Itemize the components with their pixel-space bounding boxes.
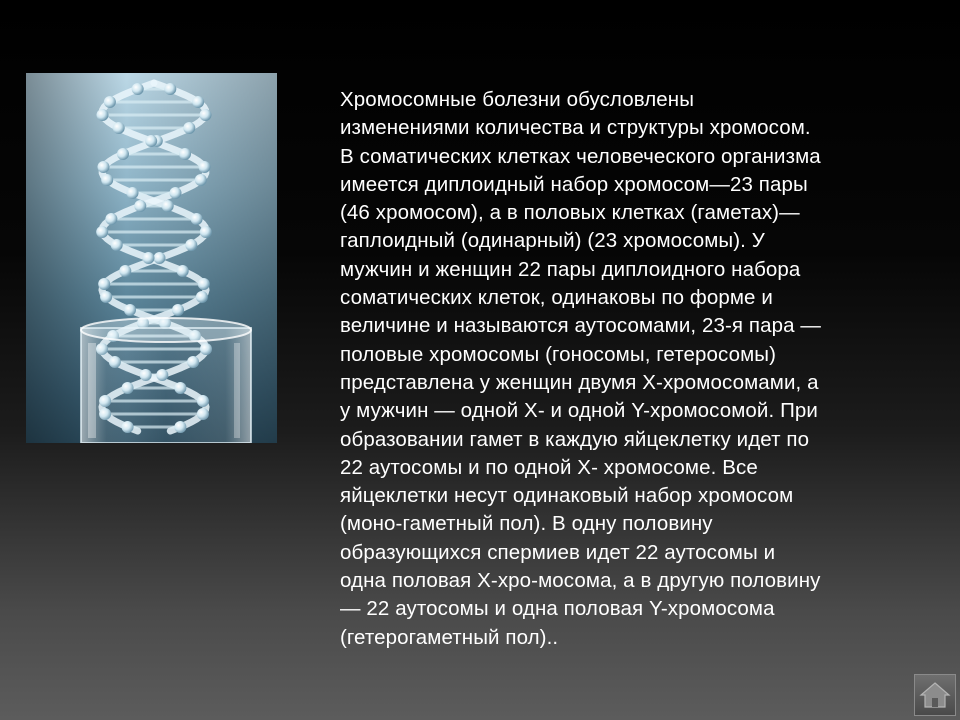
helix-bead [200,226,212,238]
body-text-line: образующихся спермиев идет 22 аутосомы и [340,540,776,564]
helix-bead [97,109,109,121]
helix-bead [164,83,176,95]
body-text-line: (гетерогаметный пол).. [340,625,559,649]
helix-bead [170,187,182,199]
helix-bead [101,174,113,186]
body-text-line: соматических клеток, одинаковы по форме и [340,286,773,310]
body-text-line: половые хромосомы (гоносомы, гетеросомы) [340,342,777,366]
body-text-line: (моно-гаметный пол). В одну половину [340,512,713,536]
body-text [340,86,912,652]
helix-bead [195,174,207,186]
helix-bead [183,122,195,134]
home-button[interactable] [914,674,956,716]
helix-bead [191,213,203,225]
helix-bead [198,278,210,290]
body-text-line: Хромосомные болезни обусловлены [340,88,695,111]
helix-bead [143,252,155,264]
helix-bead [199,161,211,173]
helix-bead [134,200,146,212]
helix-bead [162,200,174,212]
helix-bead [145,135,157,147]
body-text-line: — 22 аутосомы и одна половая Y-хромосома [340,597,775,621]
helix-bead [200,109,212,121]
body-text-line: имеется диплоидный набор хромосом—23 пары [340,172,808,196]
helix-bead [117,148,129,160]
body-text-line: 22 аутосомы и по одной Х- хромосоме. Все [340,455,758,479]
body-text-line: у мужчин — одной Х- и одной Y-хромосомой. При [340,399,818,423]
helix-bead [98,161,110,173]
helix-bead [100,291,112,303]
helix-bead [192,96,204,108]
helix-bead [113,122,125,134]
helix-bead [96,226,108,238]
helix-bead [172,304,184,316]
helix-bead [177,265,189,277]
helix-bead [185,239,197,251]
body-text-line: яйцеклетки несут одинаковый набор хромосом [340,484,794,508]
body-text-line: изменениями количества и структуры хромосом. [340,116,811,140]
home-icon [915,675,955,715]
helix-bead [179,148,191,160]
helix-bead [119,265,131,277]
helix-bead [196,291,208,303]
body-text-line: мужчин и женщин 22 пары диплоидного набора [340,257,801,281]
body-text-line: представлена у женщин двумя Х-хромосомами, а [340,370,819,394]
body-text-line: В соматических клетках человеческого организма [340,144,821,168]
body-text-line: одна половая Х-хро-мосома, а в другую половину [340,569,821,593]
helix-bead [111,239,123,251]
helix-bead [98,278,110,290]
helix-bead [104,96,116,108]
body-text-line: (46 хромосом), а в половых клетках (гаметах)— [340,201,800,225]
helix-bead [124,304,136,316]
dna-helix-image [26,73,277,443]
body-text-line: величине и называются аутосомами, 23-я пара — [340,314,822,338]
helix-bead [132,83,144,95]
body-text-line: образовании гамет в каждую яйцеклетку идет по [340,427,810,451]
helix-bead [127,187,139,199]
body-text-line: гаплоидный (одинарный) (23 хромосомы). У [340,229,765,253]
helix-bead [105,213,117,225]
helix-bead [154,252,166,264]
